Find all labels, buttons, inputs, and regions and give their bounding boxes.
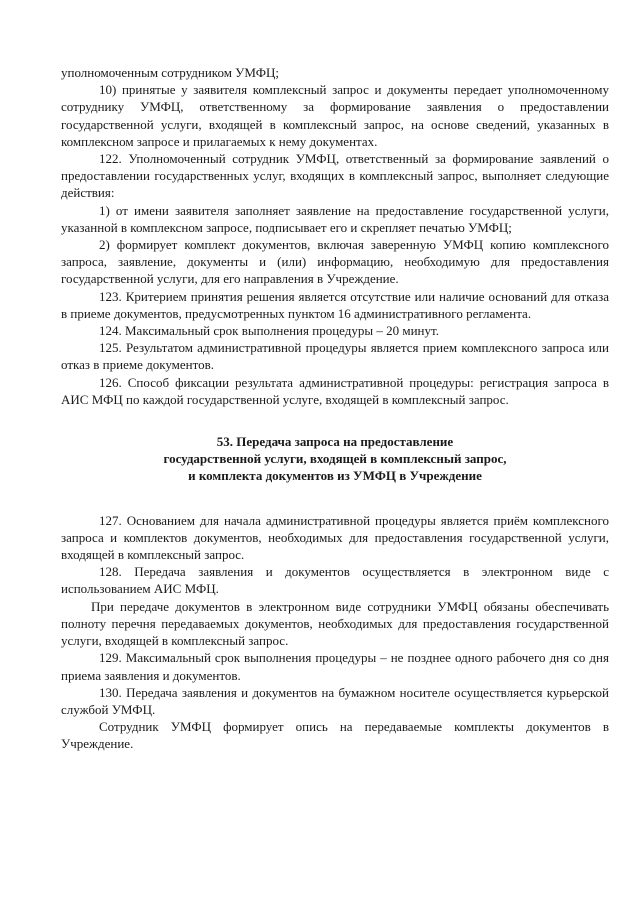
paragraph-125: 125. Результатом административной процедуры является прием комплексного запроса или отказ в приеме документов. — [61, 340, 609, 373]
paragraph-122: 122. Уполномоченный сотрудник УМФЦ, ответственный за формирование заявлений о предоставлении государственных услуг, входящих в комплексный запрос, выполняет следующие действия: — [61, 151, 609, 201]
section-heading — [61, 433, 609, 485]
paragraph-128: 128. Передача заявления и документов осуществляется в электронном виде с использованием АИС МФЦ. — [61, 564, 609, 597]
section-heading-line-3: и комплекта документов из УМФЦ в Учреждение — [188, 468, 482, 484]
paragraph-inventory: Сотрудник УМФЦ формирует опись на передаваемые комплекты документов в Учреждение. — [61, 719, 609, 752]
paragraph-129: 129. Максимальный срок выполнения процедуры – не позднее одного рабочего дня со дня приема заявления и документов. — [61, 650, 609, 683]
paragraph-124: 124. Максимальный срок выполнения процедуры – 20 минут. — [99, 323, 439, 339]
document-page — [61, 64, 609, 753]
paragraph-130: 130. Передача заявления и документов на бумажном носителе осуществляется курьерской службой УМФЦ. — [61, 684, 609, 717]
paragraph-126: 126. Способ фиксации результата административной процедуры: регистрация запроса в АИС МФЦ по каждой государственной услуге, входящей в комплексный запрос. — [61, 374, 609, 407]
paragraph-127: 127. Основанием для начала административной процедуры является приём комплексного запроса и комплектов документов, необходимых для предоставления государственной услуги, входящей в комплексный запрос. — [61, 512, 609, 563]
paragraph-123: 123. Критерием принятия решения является отсутствие или наличие оснований для отказа в приеме документов, предусмотренных пунктом 16 административного регламента. — [61, 288, 609, 321]
paragraph-122-item-1: 1) от имени заявителя заполняет заявление на предоставление государственной услуги, указанной в комплексном запросе, подписывает его и скрепляет печатью УМФЦ; — [61, 202, 609, 235]
paragraph-electronic-transfer: При передаче документов в электронном виде сотрудники УМФЦ обязаны обеспечивать полноту перечня передаваемых документов, необходимых для предоставления государственной услуги, входящей в комплексный запрос. — [61, 598, 609, 649]
section-heading-line-1: 53. Передача запроса на предоставление — [216, 434, 454, 450]
section-heading-line-2: государственной услуги, входящей в комплексный запрос, — [163, 451, 507, 467]
paragraph-item-10: 10) принятые у заявителя комплексный запрос и документы передает уполномоченному сотруднику УМФЦ, ответственному за формирование заявления о предоставлении государственной услуги, входящей в комплексный запрос, на основе сведений, указанных в комплексном запросе и прилагаемых к нему документах. — [61, 82, 609, 149]
paragraph-continuation: уполномоченным сотрудником УМФЦ; — [61, 65, 280, 80]
paragraph-122-item-2: 2) формирует комплект документов, включая заверенную УМФЦ копию комплексного запроса, заявление, документы и (или) информацию, необходимую для предоставления государственной услуги, для его направления в Учреждение. — [61, 237, 609, 287]
